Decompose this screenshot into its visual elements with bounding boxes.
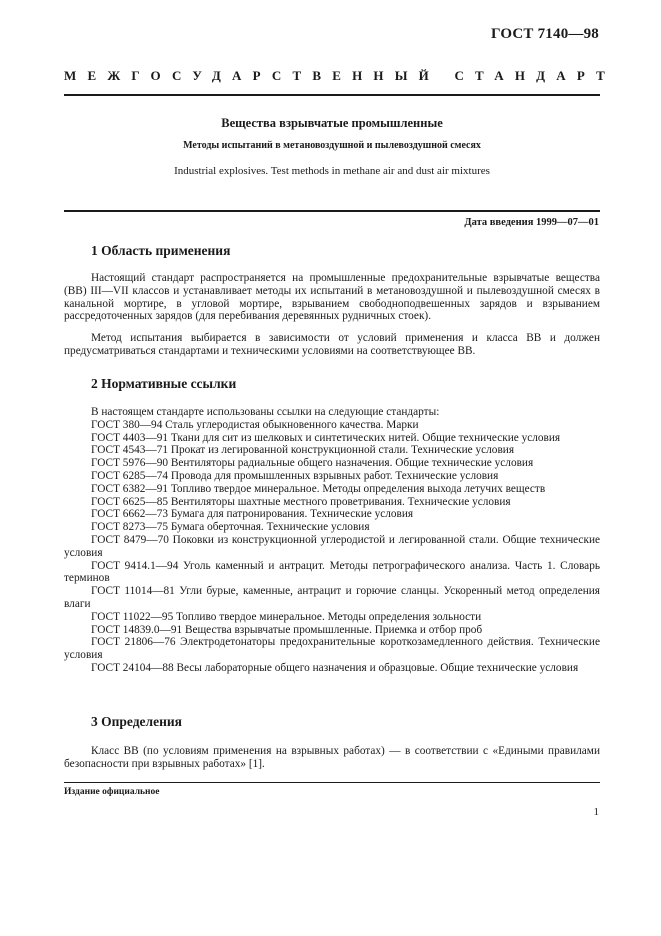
section-body-scope	[64, 272, 600, 358]
list-item: В настоящем стандарте использованы ссылки на следующие стандарты:	[91, 406, 440, 418]
list-item: ГОСТ 6662—73 Бумага для патронирования. Технические условия	[91, 508, 414, 521]
standard-code: ГОСТ 7140—98	[490, 26, 599, 42]
list-item: ГОСТ 6285—74 Провода для промышленных взрывных работ. Технические условия	[91, 469, 499, 482]
title-rule	[64, 210, 600, 212]
list-item: ГОСТ 21806—76 Электродетонаторы предохранительные короткозамедленного действия. Технические условия	[64, 636, 600, 662]
paragraph: Настоящий стандарт распространяется на промышленные предохранительные взрывчатые вещества (ВВ) III—VII классов и устанавливает методы их испытаний в метановоздушной и пылевоздушной смесях в канальной мортире, в угловой мортире, взрыванием свободноподвешенных зарядов и взрыванием рассредоточенных зарядов (для перебивания деревянных рудничных стоек).	[64, 272, 600, 323]
references-list	[64, 406, 600, 675]
list-item: ГОСТ 8273—75 Бумага оберточная. Технические условия	[91, 521, 370, 534]
footer-rule	[64, 782, 600, 783]
section-heading-references: 2 Нормативные ссылки	[91, 376, 237, 391]
document-subtitle: Методы испытаний в метановоздушной и пылевоздушной смесях	[183, 140, 481, 151]
section-body-definitions	[64, 745, 600, 771]
list-item: ГОСТ 4403—91 Ткани для сит из шелковых и синтетических нитей. Общие технические условия	[91, 431, 561, 444]
paragraph: Класс ВВ (по условиям применения на взрывных работах) — в соответствии с «Едиными правилами безопасности при взрывных работах» [1].	[64, 745, 600, 770]
paragraph: Метод испытания выбирается в зависимости от условий применения и класса ВВ и должен предусматриваться стандартами и техническими условиями на соответствующее ВВ.	[64, 332, 600, 357]
list-item: ГОСТ 6625—85 Вентиляторы шахтные местного проветривания. Технические условия	[91, 495, 511, 508]
header-rule	[64, 94, 600, 96]
list-item: ГОСТ 11014—81 Угли бурые, каменные, антрацит и горючие сланцы. Ускоренный метод определения влаги	[64, 585, 600, 610]
page-number: 1	[593, 806, 599, 818]
edition-note: Издание официальное	[64, 787, 160, 797]
list-item: ГОСТ 6382—91 Топливо твердое минеральное. Методы определения выхода летучих веществ	[91, 482, 546, 495]
introduction-date: Дата введения 1999—07—01	[464, 217, 599, 228]
list-item: ГОСТ 11022—95 Топливо твердое минеральное. Методы определения зольности	[91, 610, 482, 623]
document-title: Вещества взрывчатые промышленные	[221, 116, 443, 130]
interstate-standard-banner: МЕЖГОСУДАРСТВЕННЫЙ СТАНДАРТ	[64, 68, 617, 83]
list-item: ГОСТ 14839.0—91 Вещества взрывчатые промышленные. Приемка и отбор проб	[91, 623, 483, 636]
document-title-english: Industrial explosives. Test methods in methane air and dust air mixtures	[174, 165, 490, 177]
section-heading-scope: 1 Область применения	[91, 243, 231, 258]
list-item: ГОСТ 4543—71 Прокат из легированной конструкционной стали. Технические условия	[91, 444, 515, 457]
list-item: ГОСТ 9414.1—94 Уголь каменный и антрацит. Методы петрографического анализа. Часть 1. Словарь терминов	[64, 559, 600, 585]
list-item: ГОСТ 5976—90 Вентиляторы радиальные общего назначения. Общие технические условия	[91, 457, 534, 470]
list-item: ГОСТ 24104—88 Весы лабораторные общего назначения и образцовые. Общие технические условия	[91, 661, 579, 674]
section-heading-definitions: 3 Определения	[91, 714, 182, 729]
list-item: ГОСТ 380—94 Сталь углеродистая обыкновенного качества. Марки	[91, 418, 419, 431]
list-item: ГОСТ 8479—70 Поковки из конструкционной углеродистой и легированной стали. Общие технические условия	[64, 533, 600, 559]
